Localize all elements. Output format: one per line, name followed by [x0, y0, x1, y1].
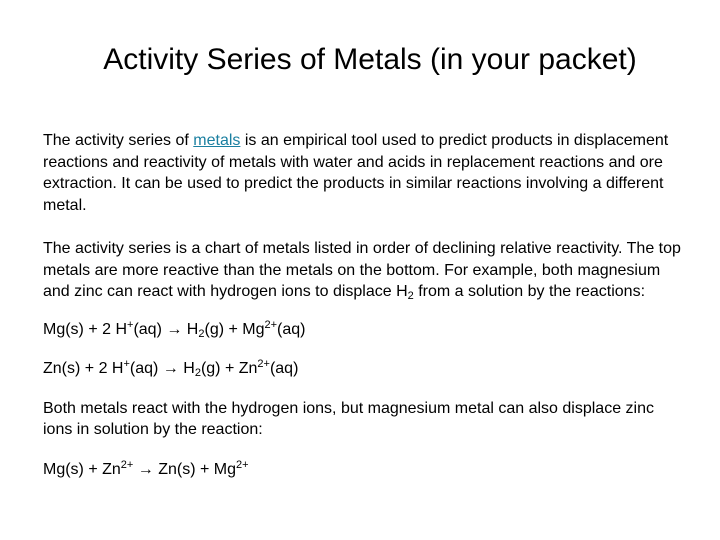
superscript: 2+	[257, 358, 270, 370]
superscript: 2+	[236, 458, 249, 471]
paragraph-text: The activity series of	[43, 132, 194, 149]
equation-magnesium-hydrogen	[43, 319, 683, 341]
equation-part: (aq)	[269, 360, 299, 377]
slide-title: Activity Series of Metals (in your packet)	[103, 43, 637, 76]
subscript: 2	[407, 290, 414, 302]
paragraph-text: from a solution by the reactions:	[413, 283, 646, 300]
superscript: +	[127, 318, 134, 331]
equation-part: → Zn(s) + Mg	[133, 460, 237, 478]
subscript: 2	[198, 327, 205, 340]
equation-magnesium-zinc	[43, 459, 683, 481]
superscript: +	[123, 358, 130, 370]
equation-part: (aq)	[277, 320, 306, 338]
equation-part: Zn(s) + 2 H	[43, 360, 124, 377]
superscript: 2+	[264, 318, 278, 331]
paragraph-activity-series-chart	[43, 238, 683, 303]
equation-part: (g) + Zn	[200, 360, 258, 377]
superscript: 2+	[120, 458, 134, 471]
equation-part: Mg(s) + Zn	[43, 460, 121, 478]
paragraph-activity-series-definition	[43, 130, 683, 216]
slide-body	[43, 130, 683, 480]
metals-link[interactable]: metals	[193, 132, 241, 149]
paragraph-magnesium-displaces-zinc: Both metals react with the hydrogen ions, but magnesium metal can also displace zinc ions in solution by the reaction:	[43, 399, 654, 438]
paragraph-text: The activity series is a chart of metals listed in order of declining relative reactivity. The top metals are more reactive than the metals on the bottom. For example, both magnesium and zinc can react with hydrogen ions to displace H	[43, 240, 681, 300]
equation-part: (aq) → H	[129, 360, 195, 377]
equation-zinc-hydrogen	[43, 358, 683, 380]
subscript: 2	[194, 367, 201, 379]
paragraph-text: is an empirical tool used to predict products in displacement reactions and reactivity of metals with water and acids in replacement reactions and ore extraction. It can be used to predict the products in similar reactions involving a different metal.	[43, 132, 669, 214]
equation-part: Mg(s) + 2 H	[43, 320, 128, 338]
equation-part: (g) + Mg	[204, 320, 265, 338]
equation-part: (aq) → H	[133, 320, 199, 338]
